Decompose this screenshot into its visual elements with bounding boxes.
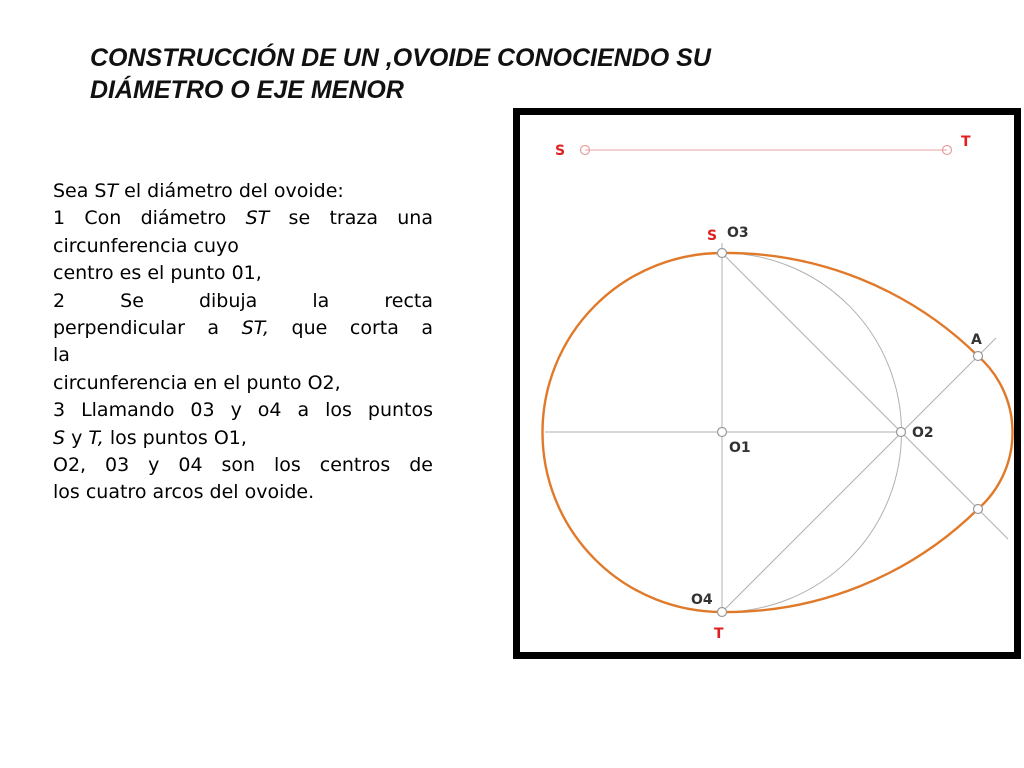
diagram-frame	[513, 108, 1021, 659]
text-line-6: perpendicular a ST, que corta a	[53, 317, 434, 340]
page-title	[90, 42, 830, 106]
text-line-11: O2, 03 y 04 son los centros de	[53, 454, 433, 477]
point-o4	[718, 608, 727, 617]
point-tangent-lower	[974, 505, 983, 514]
label-s-axis: S	[707, 228, 718, 244]
ovoid-construction-diagram	[520, 115, 1014, 652]
point-o1	[718, 428, 727, 437]
label-t-top: T	[961, 134, 971, 150]
text-line-8: circunferencia en el punto O2,	[53, 371, 341, 394]
title-line-2: DIÁMETRO O EJE MENOR	[90, 76, 404, 104]
label-o1: O1	[729, 440, 751, 456]
text-line-5: 2 Se dibuja la recta	[53, 289, 433, 312]
text-line-4: centro es el punto 01,	[53, 262, 262, 285]
point-o3	[718, 249, 727, 258]
text-line-3: circunferencia cuyo	[53, 234, 239, 257]
point-a	[974, 352, 983, 361]
diagonal-line-lower	[722, 338, 996, 612]
text-line-1: Sea ST el diámetro del ovoide:	[53, 180, 344, 202]
text-line-10: S y T, los puntos O1,	[53, 426, 247, 449]
label-a: A	[971, 332, 982, 348]
description-text	[53, 178, 433, 507]
diagonal-line-upper	[722, 253, 1008, 539]
title-line-1: CONSTRUCCIÓN DE UN ,OVOIDE CONOCIENDO SU	[90, 44, 711, 72]
text-line-2: 1 Con diámetro ST se traza una	[53, 207, 433, 230]
text-line-12: los cuatro arcos del ovoide.	[53, 481, 315, 504]
point-o2	[897, 428, 906, 437]
label-o3: O3	[727, 225, 749, 241]
label-s-top: S	[555, 143, 566, 159]
label-o2: O2	[912, 425, 934, 441]
text-line-9: 3 Llamando 03 y o4 a los puntos	[53, 399, 433, 422]
label-o4: O4	[691, 592, 713, 608]
label-t-axis: T	[714, 626, 724, 642]
text-line-7: la	[53, 344, 70, 367]
